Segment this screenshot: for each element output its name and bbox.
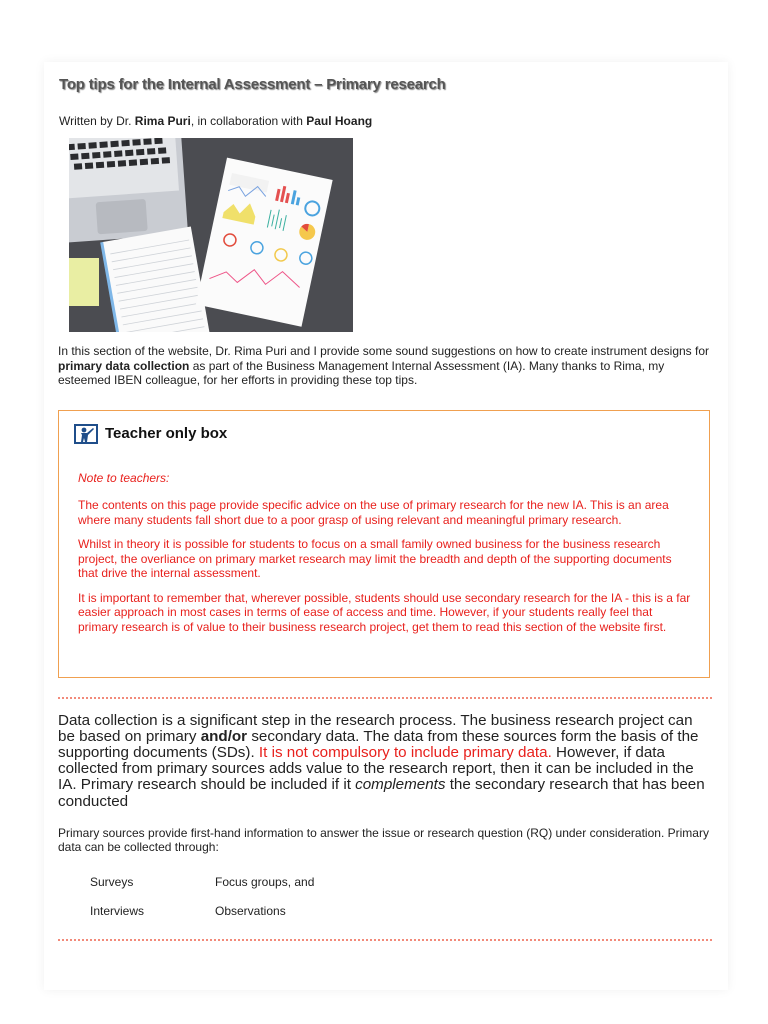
page-title: Top tips for the Internal Assessment – Primary research <box>59 76 446 93</box>
method-item: Interviews <box>90 903 145 918</box>
methods-list <box>58 869 712 939</box>
lead-italic: complements <box>355 776 446 794</box>
teacher-box-body <box>78 471 694 645</box>
teacher-paragraph-1: The contents on this page provide specific advice on the use of primary research for the new IA. This is an area where many students fall short due to a poor grasp of using relevant and meaningful primary research. <box>78 498 669 527</box>
lead-paragraph <box>58 713 712 810</box>
intro-bold: primary data collection <box>58 358 190 373</box>
section-divider <box>58 697 712 699</box>
teacher-paragraph-2: Whilst in theory it is possible for students to focus on a small family owned business for the business research project, the overliance on primary market research may limit the breadth and depth of the supporting documents that drive the internal assessment. <box>78 537 672 580</box>
article-page <box>44 62 728 990</box>
lead-text-3: However, if data collected from primary sources adds value to the research report, then it can be included in the IA. Primary research should be included if it <box>58 743 694 794</box>
intro-text-1: In this section of the website, Dr. Rima Puri and I provide some sound suggestions on how to create instrument designs for <box>58 344 710 358</box>
teacher-note-label: Note to teachers: <box>78 470 170 485</box>
byline-author-1: Rima Puri <box>134 114 191 128</box>
section-divider <box>58 939 712 941</box>
byline-middle: , in collaboration with <box>190 114 307 128</box>
lead-bold: and/or <box>200 727 248 745</box>
lead-text-1: Data collection is a significant step in the research process. The business research project can be based on primary <box>58 711 693 745</box>
article-content <box>58 76 712 941</box>
lead-text-4: the secondary research that has been conducted <box>58 776 705 810</box>
byline-prefix: Written by Dr. <box>59 114 135 128</box>
primary-sources-paragraph: Primary sources provide first-hand information to answer the issue or research question (RQ) under consideration. Primary data can be collected through: <box>58 825 709 855</box>
method-item: Focus groups, and <box>215 874 315 889</box>
lead-red-text: It is not compulsory to include primary data. <box>258 743 552 761</box>
intro-paragraph <box>58 344 712 388</box>
method-item: Surveys <box>90 874 134 889</box>
teacher-presentation-icon <box>73 423 99 445</box>
byline <box>59 114 712 128</box>
method-item: Observations <box>215 903 286 918</box>
teacher-only-box <box>58 410 710 678</box>
lead-text-2: secondary data. The data from these sources form the basis of the supporting documents (SDs). <box>58 727 699 761</box>
intro-text-2: as part of the Business Management Internal Assessment (IA). Many thanks to Rima, my esteemed IBEN colleague, for her efforts in providing these top tips. <box>58 358 665 387</box>
byline-author-2: Paul Hoang <box>306 114 373 128</box>
header-photo <box>69 138 353 332</box>
teacher-paragraph-3: It is important to remember that, wherever possible, students should use secondary research for the IA - this is a far easier approach in most cases in terms of ease of access and time. However, if your students really feel that primary research is of value to their business research project, get them to read this section of the website first. <box>78 590 691 634</box>
teacher-box-header <box>73 423 227 445</box>
teacher-box-title: Teacher only box <box>105 425 228 442</box>
